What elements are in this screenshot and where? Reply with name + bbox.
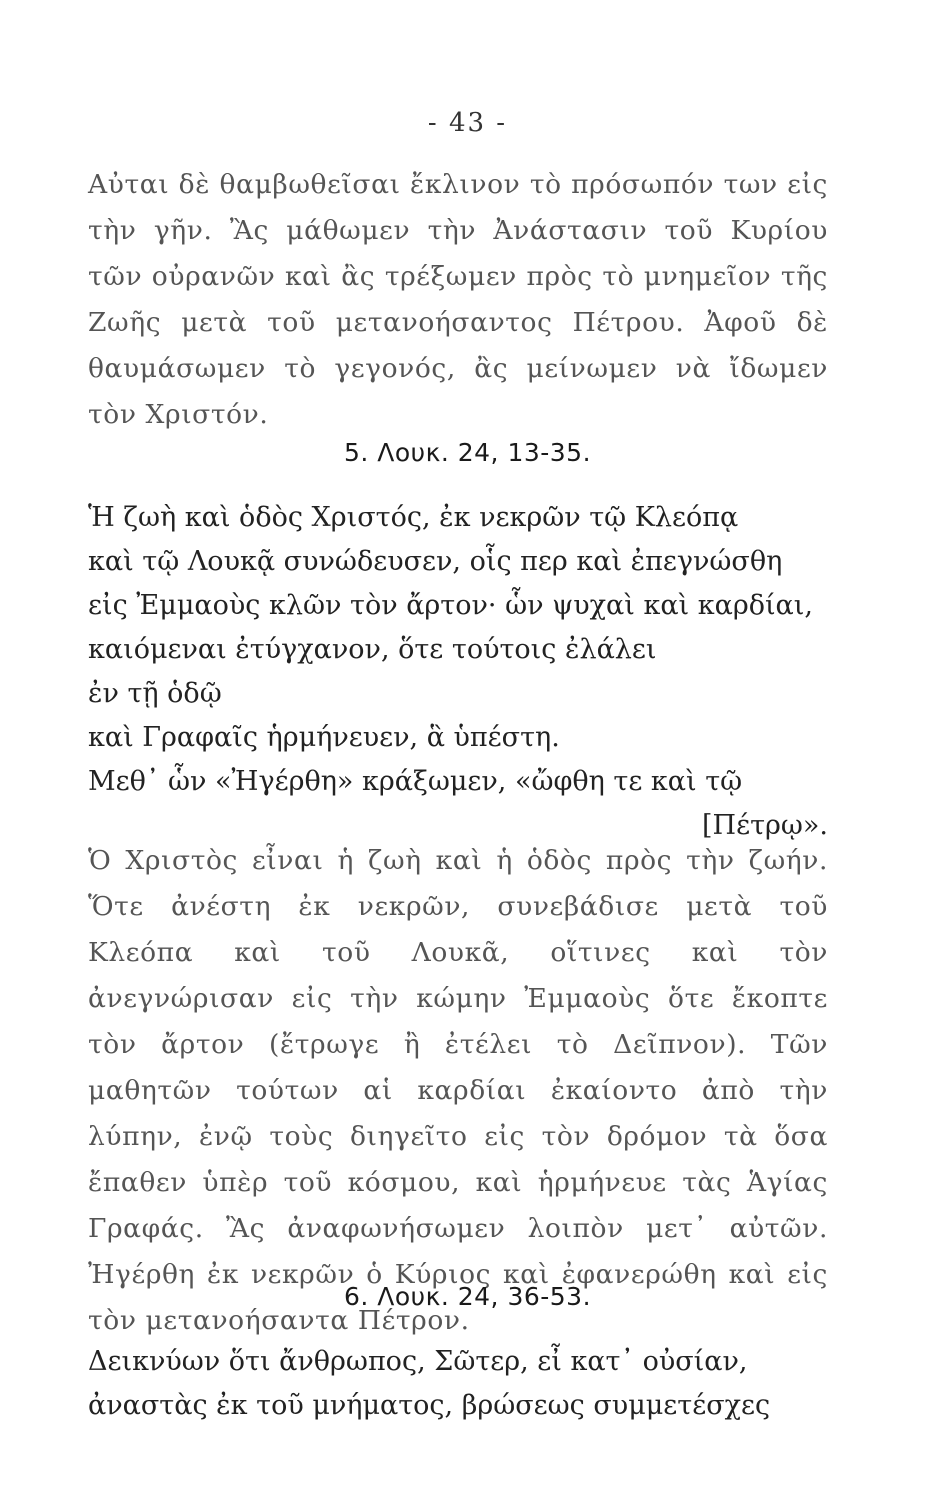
hymn-line: ἀναστὰς ἐκ τοῦ μνήματος, βρώσεως συμμετέσχες — [88, 1390, 771, 1421]
hymn-line: εἰς Ἐμμαοὺς κλῶν τὸν ἄρτον· ὧν ψυχαὶ καὶ καρδίαι, — [88, 590, 813, 621]
section-6-heading: 6. Λουκ. 24, 36-53. — [343, 1282, 592, 1311]
section-5-hymn — [88, 496, 828, 848]
hymn-line: καιόμεναι ἐτύγχανον, ὅτε τούτοις ἐλάλει — [88, 634, 657, 665]
page-number: - 43 - — [427, 108, 508, 138]
section-5-explanation: Ὁ Χριστὸς εἶναι ἡ ζωὴ καὶ ἡ ὁδὸς πρὸς τὴν ζωήν. Ὅτε ἀνέστη ἐκ νεκρῶν, συνεβάδισε μετὰ τοῦ Κλεόπα καὶ τοῦ Λουκᾶ, οἵτινες καὶ τὸν ἀνεγνώρισαν εἰς τὴν κώμην Ἐμμαοὺς ὅτε ἔκοπτε τὸν ἄρτον (ἔτρωγε ἢ ἐτέλει τὸ Δεῖπνον). Τῶν μαθητῶν τούτων αἱ καρδίαι ἐκαίοντο ἀπὸ τὴν λύπην, ἐνῷ τοὺς διηγεῖτο εἰς τὸν δρόμον τὰ ὅσα ἔπαθεν ὑπὲρ τοῦ κόσμου, καὶ ἡρμήνευε τὰς Ἁγίας Γραφάς. Ἂς ἀναφωνήσωμεν λοιπὸν μετ᾽ αὐτῶν. Ἠγέρθη ἐκ νεκρῶν ὁ Κύριος καὶ ἐφανερώθη καὶ εἰς τὸν μετανοήσαντα Πέτρον. — [88, 845, 828, 1336]
intro-paragraph: Αὐται δὲ θαμβωθεῖσαι ἔκλινον τὸ πρόσωπόν των εἰς τὴν γῆν. Ἂς μάθωμεν τὴν Ἀνάστασιν τοῦ Κυρίου τῶν οὐρανῶν καὶ ἂς τρέξωμεν πρὸς τὸ μνημεῖον τῆς Ζωῆς μετὰ τοῦ μετανοήσαντος Πέτρου. Ἀφοῦ δὲ θαυμάσωμεν τὸ γεγονός, ἂς μείνωμεν νὰ ἴδωμεν τὸν Χριστόν. — [88, 169, 828, 430]
hymn-line: Ἡ ζωὴ καὶ ὁδὸς Χριστός, ἐκ νεκρῶν τῷ Κλεόπᾳ — [88, 502, 739, 533]
hymn-line: καὶ τῷ Λουκᾷ συνώδευσεν, οἷς περ καὶ ἐπεγνώσθη — [88, 546, 783, 577]
hymn-line: Μεθ᾽ ὧν «Ἠγέρθη» κράξωμεν, «ὤφθη τε καὶ τῷ — [88, 766, 743, 797]
hymn-line: [Πέτρῳ». — [702, 810, 828, 841]
section-6-hymn — [88, 1340, 828, 1428]
hymn-line: Δεικνύων ὅτι ἄνθρωπος, Σῶτερ, εἶ κατ᾽ οὐσίαν, — [88, 1346, 748, 1377]
section-5-heading: 5. Λουκ. 24, 13-35. — [343, 438, 592, 467]
hymn-line: καὶ Γραφαῖς ἡρμήνευεν, ἃ ὑπέστη. — [88, 722, 560, 753]
hymn-line: ἐν τῇ ὁδῷ — [88, 678, 222, 709]
